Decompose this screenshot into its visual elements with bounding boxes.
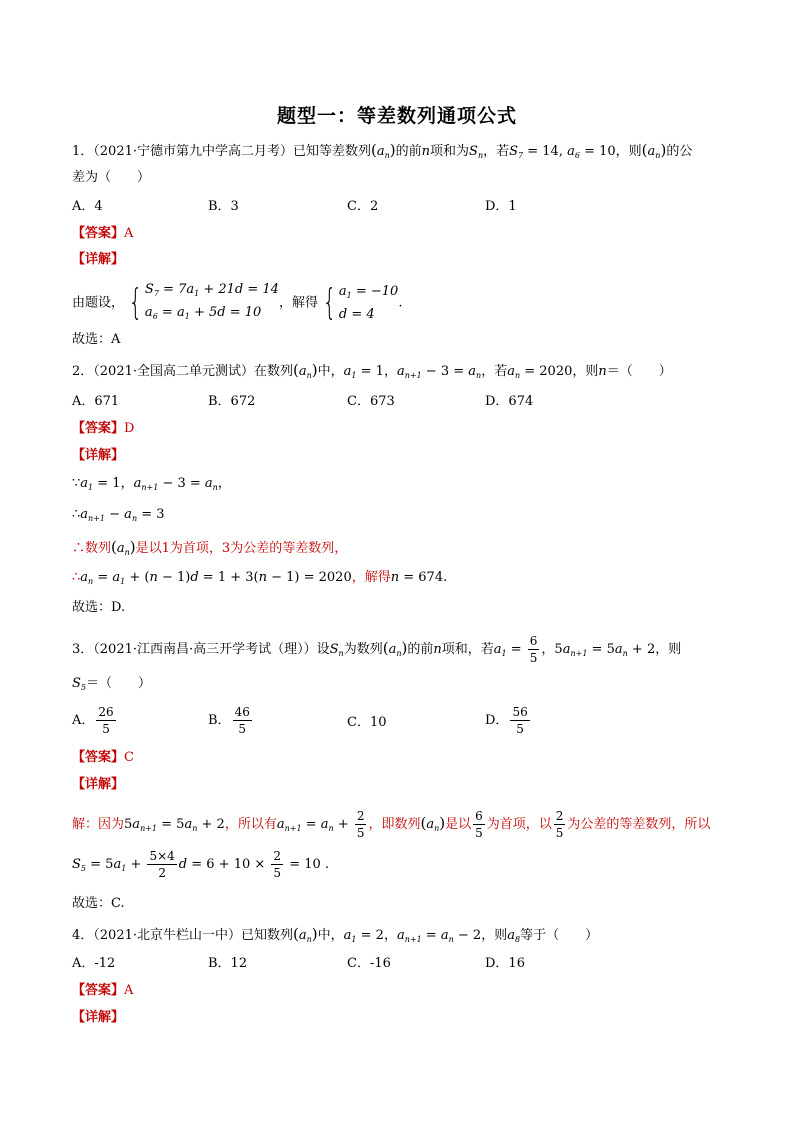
q1-option-d: D．1: [485, 199, 517, 214]
q1-options: [72, 197, 722, 217]
q2-detail-label: 【详解】: [72, 448, 125, 463]
q2-stem: 2．（2021·全国高二单元测试）在数列$(a_n)$中，$a_1 = 1$，$a_{n+1} - 3 = a_n$，若$a_n = 2020$，则n＝（ ）: [72, 361, 672, 380]
q2-option-c: C．673: [347, 394, 395, 409]
q3-answer: 【答案】C: [72, 750, 134, 765]
q3-stem: 3．（2021·江西南昌·高三开学考试（理））设$S_n$为数列$(a_n)$的前n项和，若$a_1$ = $\frac{6}{5}$ ，$5a_{n+1} = 5a_n + 2$，则: [72, 634, 682, 665]
q2-option-d: D．674: [485, 394, 534, 409]
q4-option-b: B．12: [208, 956, 248, 971]
q4-option-c: C．-16: [347, 956, 391, 971]
q4-answer: 【答案】A: [72, 983, 134, 998]
q4-option-a: A．-12: [72, 956, 116, 971]
q2-line2: $\therefore a_{n+1} - a_n = 3$: [72, 507, 165, 523]
q2-choose: 故选：D.: [72, 600, 126, 615]
q1-solution: 由题设， { $S_7 = 7a_1 + 21d = 14$ $a_6 = a_1 + 5d = 10$，解得 { $a_1 = -10$ d = 4.: [72, 282, 403, 323]
q3-option-d: D． $\frac{56}{5}$: [485, 705, 528, 736]
q1-option-c: C．2: [347, 199, 379, 214]
q1-detail-label: 【详解】: [72, 252, 125, 267]
q3-option-b: B． $\frac{46}{5}$: [208, 705, 250, 736]
q3-solution-line2: $S_5 = 5a_1$ + $\frac{5\times 4}{2}$ d = 6 + 10 × $\frac{2}{5}$ = 10 .: [72, 849, 330, 880]
q2-options: [72, 392, 722, 412]
q2-line1: $\because a_1 = 1$，$a_{n+1} - 3 = a_n$，: [72, 476, 231, 492]
q4-options: [72, 954, 722, 974]
q1-answer: 【答案】A: [72, 226, 134, 241]
q3-detail-label: 【详解】: [72, 777, 125, 792]
q1-stem-line2: 差为（ ）: [72, 170, 151, 185]
q2-answer: 【答案】D: [72, 421, 135, 436]
q4-stem: 4．（2021·北京牛栏山一中）已知数列$(a_n)$中，$a_1 = 2$，$a_{n+1} = a_n - 2$，则$a_8$等于（ ）: [72, 925, 599, 944]
q1-stem: 1．（2021·宁德市第九中学高二月考）已知等差数列$(a_n)$的前n项和为$S_n$，若$S_7 = 14$, $a_6 = 10$，则$(a_n)$的公: [72, 141, 693, 160]
q2-option-a: A．671: [72, 394, 120, 409]
q3-options: [72, 704, 722, 742]
q3-stem-line2: $S_5=$（ ）: [72, 676, 152, 692]
q3-solution: 解：因为$5a_{n+1} = 5a_n + 2$，所以有$a_{n+1} = a_n$ + $\frac{2}{5}$ ，即数列$(a_n)$是以 $\frac{6}{5}$ 为首项，以 $\frac{2}{5}$ 为公差的等差数列，所以: [72, 809, 711, 840]
q1-option-a: A．4: [72, 199, 103, 214]
q2-line3: ∴数列$(a_n)$是以1为首项，3为公差的等差数列，: [72, 538, 348, 557]
q1-choose: 故选：A: [72, 332, 121, 347]
q3-choose: 故选：C.: [72, 896, 125, 911]
q3-option-c: C．10: [347, 715, 387, 730]
q4-detail-label: 【详解】: [72, 1010, 125, 1025]
page-title: 题型一：等差数列通项公式: [276, 105, 517, 127]
q3-option-a: A． $\frac{26}{5}$: [72, 705, 114, 736]
q2-option-b: B．672: [208, 394, 256, 409]
q4-option-d: D．16: [485, 956, 525, 971]
q1-option-b: B．3: [208, 199, 239, 214]
q2-line4: $\therefore a_n = a_1 + (n - 1)d = 1 + 3(n - 1) = 2020$，解得n = 674.: [72, 570, 448, 586]
